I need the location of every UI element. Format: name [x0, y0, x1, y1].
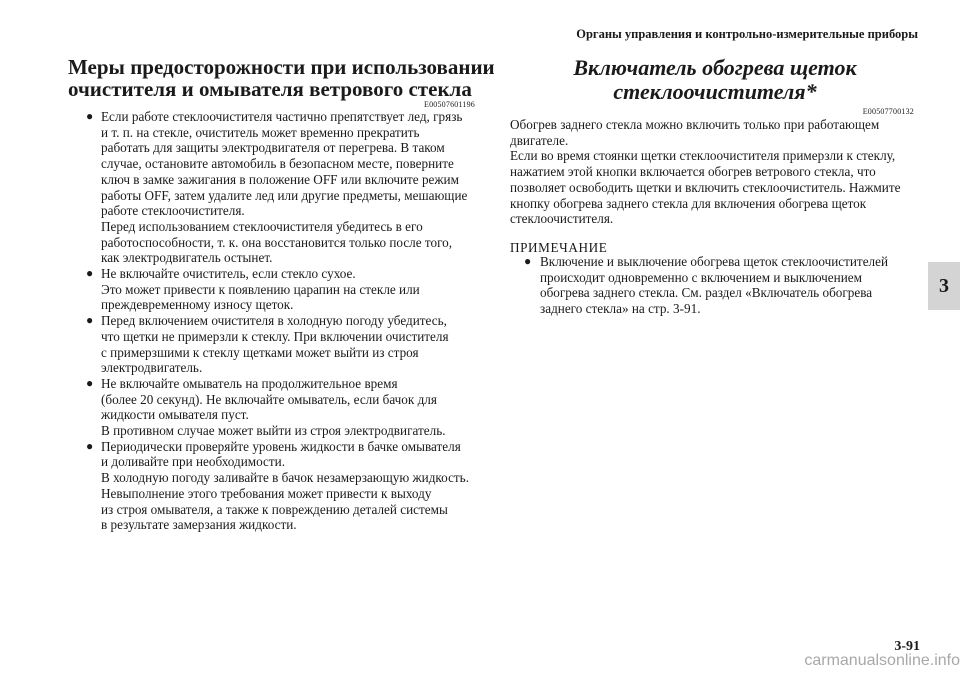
bullet-icon: ●	[86, 375, 94, 390]
note-body	[524, 254, 919, 317]
text-line: и доливайте при необходимости.	[101, 454, 286, 470]
text-line: Перед включением очистителя в холодную погоду убедитесь,	[101, 313, 447, 329]
text-line: Не включайте очиститель, если стекло сухое.	[101, 266, 356, 282]
text-line: работе стеклоочистителя.	[101, 203, 245, 219]
chapter-tab	[928, 262, 960, 310]
watermark: carmanualsonline.info	[804, 652, 960, 669]
text-line: заднего стекла» на стр. 3-91.	[540, 301, 701, 317]
chapter-number: 3	[939, 274, 949, 297]
text-line: нажатием этой кнопки включается обогрев ветрового стекла, что	[510, 164, 876, 180]
running-header: Органы управления и контрольно-измерительные приборы	[576, 27, 918, 41]
list-item	[86, 313, 486, 376]
text-line: случае, остановите автомобиль в безопасном месте, поверните	[101, 156, 454, 172]
text-line: в результате замерзания жидкости.	[101, 517, 297, 533]
section-code: E00507700132	[862, 107, 914, 116]
text-line: Обогрев заднего стекла можно включить только при работающем	[510, 117, 880, 132]
bullet-icon: ●	[86, 266, 94, 281]
text-line: В холодную погоду заливайте в бачок незамерзающую жидкость.	[101, 470, 469, 486]
text-line: работать для защиты электродвигателя от перегрева. В таком	[101, 140, 445, 156]
section-title-wiper-precautions	[68, 55, 495, 101]
list-item	[86, 376, 486, 439]
text-line: Перед использованием стеклоочистителя убедитесь в его	[101, 218, 423, 234]
text-line: Не включайте омыватель на продолжительное время	[101, 375, 398, 391]
precautions-list	[86, 109, 486, 533]
text-line: Невыполнение этого требования может привести к выходу	[101, 485, 432, 501]
text-line: происходит одновременно с включением и выключением	[540, 269, 862, 285]
text-line: с примерзшими к стеклу щетками может выйти из строя	[101, 344, 419, 360]
title-line: очистителя и омывателя ветрового стекла	[68, 77, 472, 101]
de-icer-description	[510, 117, 920, 227]
text-line: работы OFF, затем удалите лед или другие предметы, мешающие	[101, 187, 468, 203]
title-line: Меры предосторожности при использовании	[68, 55, 495, 79]
text-line: стеклоочистителя.	[510, 211, 614, 227]
page-number: 3-91	[894, 639, 920, 654]
text-line: двигателе.	[510, 132, 569, 148]
text-line: Это может привести к появлению царапин на стекле или	[101, 281, 420, 297]
list-item	[86, 266, 486, 313]
bullet-icon: ●	[524, 254, 532, 268]
text-line: ключ в замке зажигания в положение OFF или включите режим	[101, 171, 459, 187]
text-line: Включение и выключение обогрева щеток стеклоочистителей	[540, 254, 889, 269]
text-line: позволяет освободить щетки и включить стеклоочиститель. Нажмите	[510, 179, 901, 195]
text-line: Если во время стоянки щетки стеклоочистителя примерзли к стеклу,	[510, 148, 896, 164]
text-line: В противном случае может выйти из строя электродвигатель.	[101, 423, 446, 439]
title-line: Включатель обогрева щеток	[573, 55, 857, 80]
text-line: обогрева заднего стекла. См. раздел «Включатель обогрева	[540, 285, 873, 301]
text-line: что щетки не примерзли к стеклу. При включении очистителя	[101, 328, 449, 344]
text-line: Периодически проверяйте уровень жидкости в бачке омывателя	[101, 438, 461, 454]
text-line: электродвигатель.	[101, 360, 203, 376]
text-line: из строя омывателя, а также к повреждению деталей системы	[101, 501, 448, 517]
list-item	[86, 109, 486, 266]
text-line: кнопку обогрева заднего стекла для включения обогрева щеток	[510, 195, 867, 211]
text-line: преждевременному износу щеток.	[101, 297, 294, 313]
text-line: как электродвигатель остынет.	[101, 250, 273, 266]
text-line: работоспособности, т. к. она восстановится только после того,	[101, 234, 453, 250]
list-item	[86, 439, 486, 533]
bullet-icon: ●	[86, 438, 94, 453]
bullet-icon: ●	[86, 313, 94, 328]
title-line: стеклоочистителя*	[613, 79, 817, 104]
note-label: ПРИМЕЧАНИЕ	[510, 240, 608, 255]
list-item	[524, 254, 919, 317]
text-line: (более 20 секунд). Не включайте омыватель, если бачок для	[101, 391, 437, 407]
text-line: и т. п. на стекле, очиститель может временно прекратить	[101, 124, 420, 140]
text-line: Если работе стеклоочистителя частично препятствует лед, грязь	[101, 109, 463, 124]
section-code: E00507601196	[424, 100, 475, 109]
text-line: жидкости омывателя пуст.	[101, 407, 249, 423]
bullet-icon: ●	[86, 109, 94, 123]
section-title-wiper-de-icer	[510, 56, 920, 104]
